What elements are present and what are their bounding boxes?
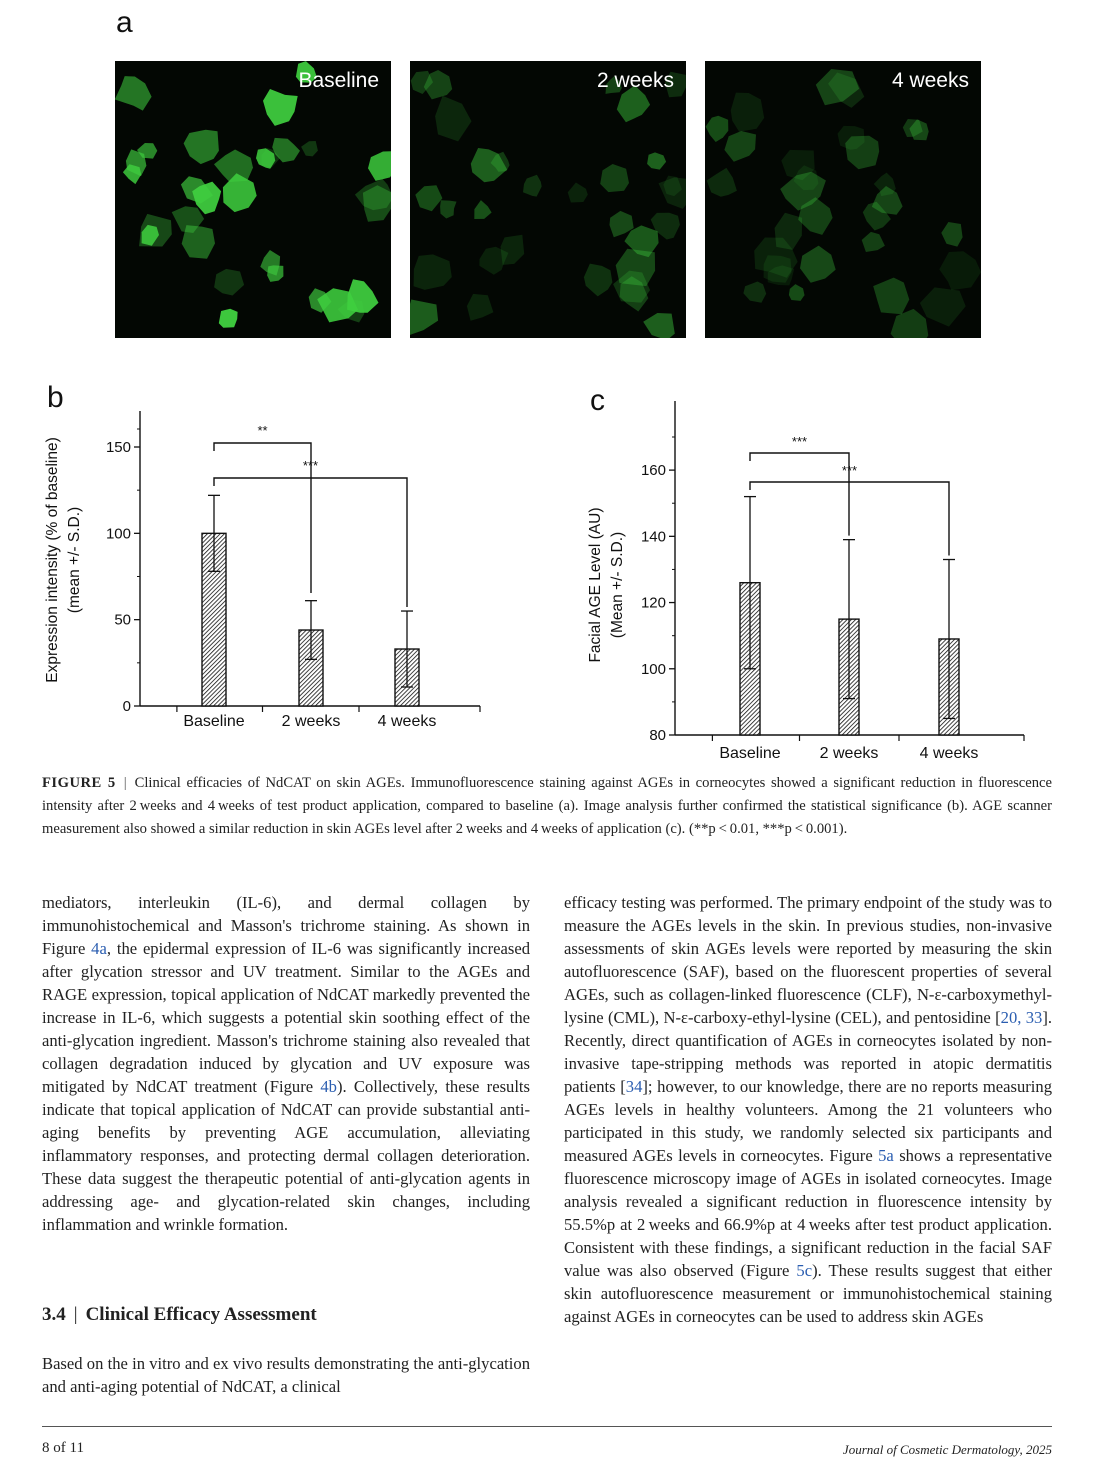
text-run: ). These results suggest that either skin autofluorescence measurement or immunohistochemical staining against AGEs in corneocytes can be used to address skin AGEs: [564, 1261, 1053, 1326]
text-run: mediators, interleukin (IL-6), and dermal collagen by immunohistochemical and Masson's trichrome staining. As shown in Figure: [42, 893, 530, 958]
corneocyte-cell: [182, 225, 215, 259]
corneocyte-cell: [214, 269, 244, 296]
chart-b: [0, 380, 540, 740]
corneocyte-cell: [800, 246, 836, 283]
section-number: 3.4: [42, 1304, 66, 1325]
significance-label: ***: [302, 458, 319, 473]
corneocyte-cell: [600, 164, 629, 192]
micrograph-label: Baseline: [298, 69, 379, 92]
corneocyte-cell: [568, 183, 588, 203]
corneocyte-cell: [474, 200, 491, 219]
corneocyte-cell: [184, 130, 219, 164]
footer-rule: [42, 1426, 1052, 1427]
corneocyte-cell: [939, 251, 981, 290]
corneocyte-cell: [706, 116, 729, 142]
section-title: Clinical Efficacy Assessment: [85, 1304, 317, 1325]
corneocyte-cell: [643, 313, 675, 338]
corneocyte-cell: [941, 222, 962, 247]
corneocyte-cell: [139, 214, 172, 247]
text-run: ]. Recently, direct quantification of AGEs in corneocytes isolated by non-invasive tape-stripping methods was reported in atopic dermatitis patients [: [564, 1008, 1053, 1096]
y-tick-label: 150: [105, 439, 131, 456]
x-category-label: 4 weeks: [377, 713, 437, 730]
x-category-label: 2 weeks: [819, 745, 879, 762]
right-column: [564, 891, 1052, 1328]
x-category-label: 2 weeks: [281, 713, 341, 730]
corneocyte-cell: [123, 164, 141, 184]
figure-link-5c[interactable]: 5c: [796, 1261, 813, 1280]
y-tick-label: 50: [114, 611, 131, 629]
body-paragraph: [564, 891, 1052, 1328]
text-run: shows a representative fluorescence microscopy image of AGEs in isolated corneocytes. Image analysis revealed a significant reduction in fluorescence intensity by 55.5%p at 2 weeks and 66.9%p at 4 weeks after test product application. Consistent with these findings, a significant reduction in the facial SAF value was also observed (Figure: [564, 1146, 1052, 1280]
panel-a-letter: a: [116, 6, 133, 39]
corneocyte-cell: [410, 300, 438, 336]
text-run: , the epidermal expression of IL-6 was significantly increased after glycation stressor and UV treatment. Similar to the AGEs and RAGE expression, topical application of NdCAT markedly prevented the increase in IL-6, which suggests a potential skin soothing effect of the anti-glycation ingredient. Masson's trichrome staining also revealed that collagen degradation induced by glycation and UV exposure was mitigated by NdCAT treatment (Figure: [42, 939, 530, 1096]
left-column-continued: [42, 1352, 530, 1398]
caption-separator: |: [123, 775, 127, 791]
corneocyte-cell: [467, 294, 494, 321]
left-column: [42, 891, 530, 1236]
significance-label: ***: [791, 434, 808, 449]
corneocyte-cell: [115, 76, 152, 111]
corneocyte-cell: [707, 168, 737, 197]
figure-label: FIGURE 5: [42, 775, 116, 791]
x-category-label: Baseline: [719, 745, 781, 762]
micrograph-2-weeks: [410, 61, 686, 338]
y-tick-label: 100: [105, 525, 131, 543]
y-tick-label: 80: [649, 727, 666, 744]
body-paragraph: Based on the in vitro and ex vivo results demonstrating the anti-glycation and anti-aging potential of NdCAT, a clinical: [42, 1354, 530, 1396]
figure-link-4a[interactable]: 4a: [91, 939, 107, 958]
citation-link-20-33[interactable]: 20, 33: [1000, 1008, 1043, 1027]
corneocyte-cell: [523, 175, 542, 197]
corneocyte-cell: [440, 200, 456, 218]
corneocyte-cell: [363, 185, 391, 222]
corneocyte-cell: [263, 89, 298, 126]
page-number: 8 of 11: [42, 1440, 84, 1456]
corneocyte-cell: [731, 93, 765, 132]
corneocyte-cell: [479, 247, 508, 275]
x-category-label: Baseline: [183, 713, 245, 730]
panel-b-letter: b: [47, 381, 64, 414]
corneocyte-cell: [260, 250, 280, 276]
corneocyte-cell: [368, 151, 391, 181]
corneocyte-cell: [414, 254, 452, 290]
micrograph-label: 2 weeks: [596, 69, 674, 92]
panel-c-letter: c: [590, 384, 605, 417]
figure-caption: [42, 772, 1052, 841]
y-tick-label: 160: [640, 462, 666, 480]
corneocyte-cell: [873, 278, 909, 315]
chart-c: [540, 400, 1080, 770]
micrograph-label: 4 weeks: [891, 69, 969, 92]
micrograph-4-weeks: [705, 61, 981, 338]
section-heading: [42, 1304, 317, 1326]
x-category-label: 4 weeks: [919, 745, 979, 762]
body-paragraph: [42, 891, 530, 1236]
corneocyte-cell: [647, 152, 666, 169]
text-run: efficacy testing was performed. The primary endpoint of the study was to measure the AGEs levels in the skin. In previous studies, non-invasive assessments of skin AGEs levels were reported by measuring the skin autofluorescence (SAF), based on the fluorescent properties of several AGEs, such as collagen-linked fluorescence (CLF), N-ε-carboxymethyl-lysine (CML), N-ε-carboxy-ethyl-lysine (CEL), and pentosidine [: [564, 893, 1052, 1027]
micrograph-cells: [115, 61, 391, 338]
y-tick-label: 100: [640, 660, 666, 678]
text-run: ]; however, to our knowledge, there are no reports measuring AGEs levels in healthy volunteers. Among the 21 volunteers who participated in this study, we randomly selected six participants and measured AGEs levels in corneocytes. Figure: [564, 1077, 1052, 1165]
y-axis-label-sub: (mean +/- S.D.): [66, 506, 83, 614]
y-tick-label: 120: [640, 594, 666, 612]
y-axis-label-sub: (Mean +/- S.D.): [609, 531, 626, 639]
micrograph-cells: [410, 61, 686, 338]
corneocyte-cell: [862, 232, 885, 252]
corneocyte-cell: [415, 185, 442, 211]
y-tick-label: 0: [122, 698, 131, 715]
figure-link-4b[interactable]: 4b: [320, 1077, 337, 1096]
corneocyte-cell: [219, 309, 238, 328]
section-separator: |: [73, 1304, 78, 1325]
figure-link-5a[interactable]: 5a: [878, 1146, 894, 1165]
significance-bracket: [214, 443, 311, 593]
significance-label: **: [257, 423, 268, 438]
text-run: ). Collectively, these results indicate that topical application of NdCAT can provide substantial anti-aging benefits by preventing AGE accumulation, alleviating inflammatory responses, and protecting dermal collagen deterioration. These data suggest the therapeutic potential of anti-glycation agents in addressing age- and glycation-related skin changes, including inflammation and wrinkle formation.: [42, 1077, 530, 1234]
journal-name: Journal of Cosmetic Dermatology, 2025: [842, 1442, 1052, 1457]
y-axis-label: Expression intensity (% of baseline): [44, 437, 61, 683]
corneocyte-cell: [301, 141, 318, 156]
y-axis-label: Facial AGE Level (AU): [587, 507, 604, 663]
caption-text: Clinical efficacies of NdCAT on skin AGEs. Immunofluorescence staining against AGEs in corneocytes showed a significant reduction in fluorescence intensity after 2 weeks and 4 weeks of test product application, compared to baseline (a). Image analysis further confirmed the statistical significance (b). AGE scanner measurement also showed a similar reduction in skin AGEs level after 2 weeks and 4 weeks of application (c). (**p < 0.01, ***p < 0.001).: [42, 775, 1052, 837]
corneocyte-cell: [789, 284, 805, 301]
significance-label: ***: [841, 463, 858, 478]
citation-link-34[interactable]: 34: [625, 1077, 643, 1096]
corneocyte-cell: [584, 264, 613, 297]
micrograph-baseline: [115, 61, 391, 338]
y-tick-label: 140: [640, 528, 666, 546]
corneocyte-cell: [920, 287, 966, 326]
corneocyte-cell: [435, 96, 471, 142]
corneocyte-cell: [743, 282, 766, 303]
corneocyte-cell: [724, 131, 756, 162]
significance-bracket: [750, 453, 849, 536]
corneocyte-cell: [845, 136, 879, 170]
micrograph-cells: [705, 61, 981, 338]
